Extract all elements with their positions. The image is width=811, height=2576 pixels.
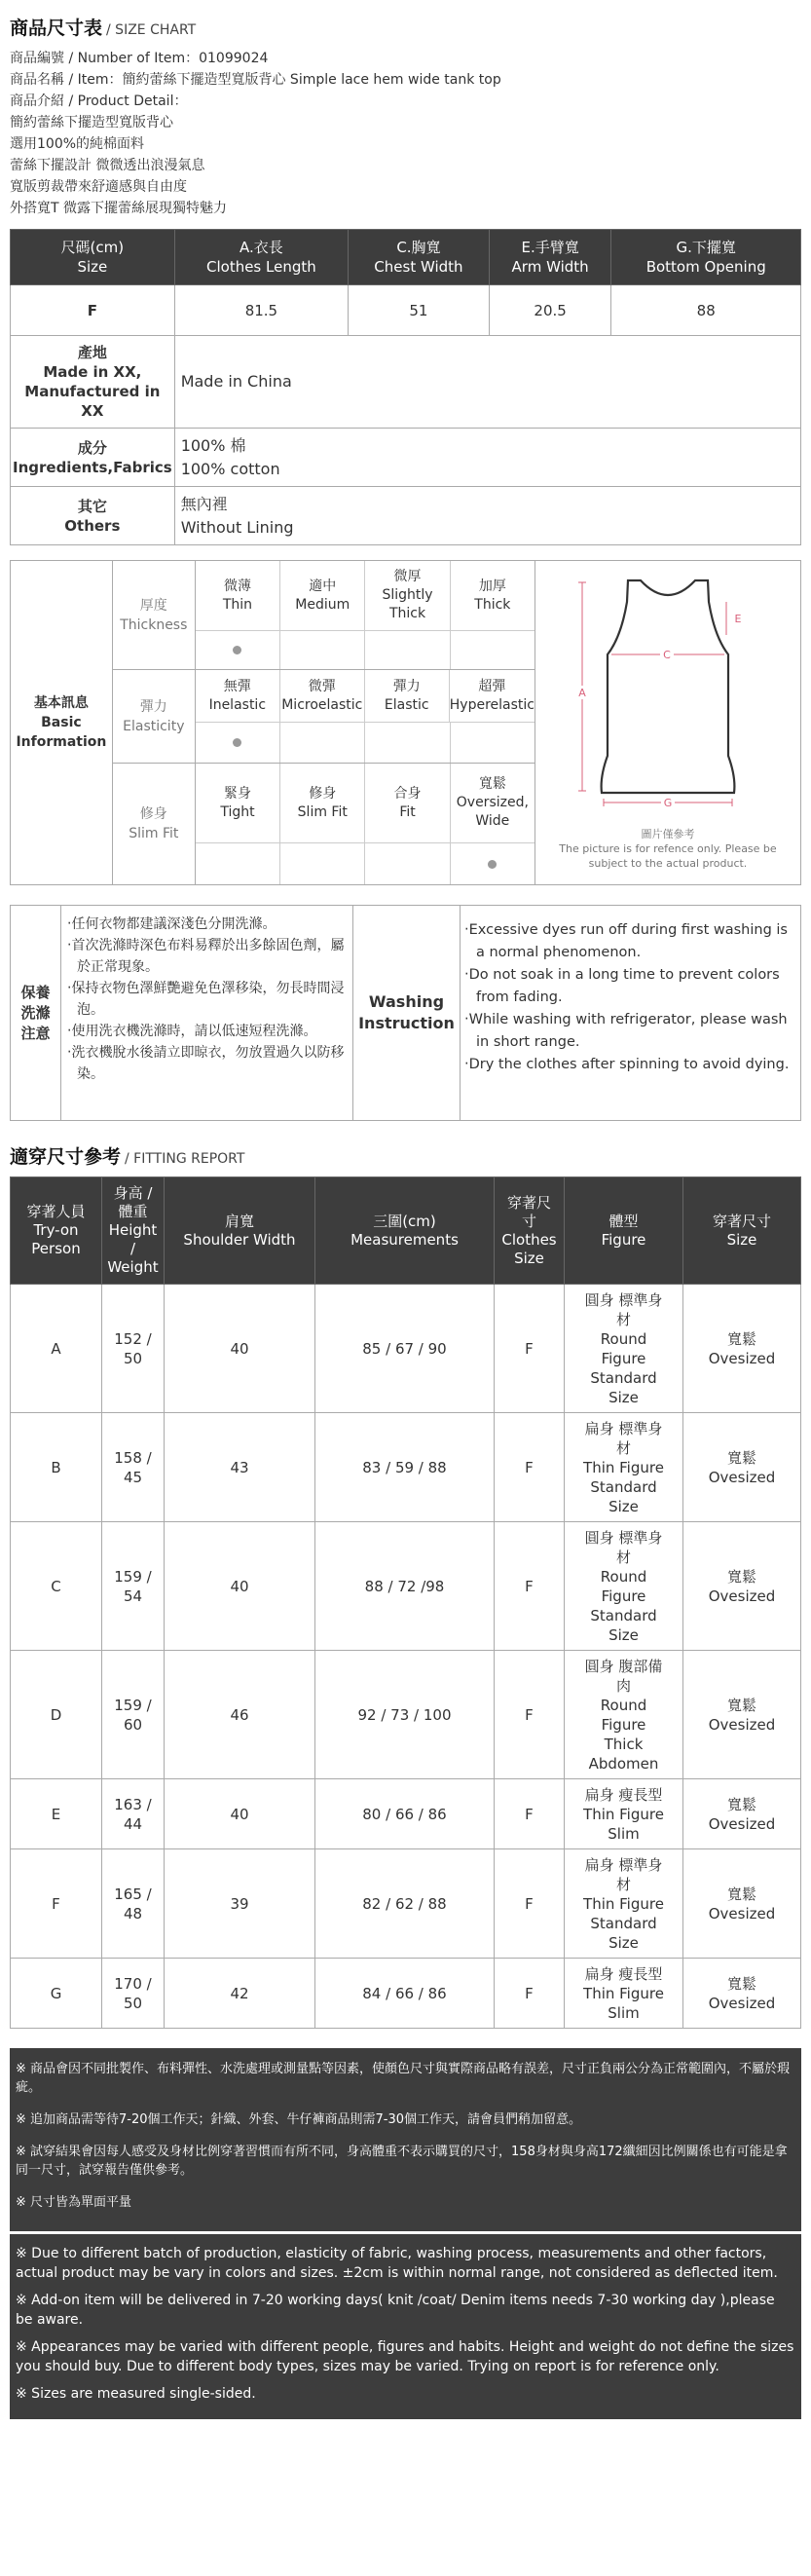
thickness-marker-cell: [280, 631, 365, 669]
person-cell: B: [11, 1413, 102, 1522]
table-row: [11, 1413, 801, 1522]
origin-value: Made in China: [174, 336, 800, 429]
length-header: A.衣長 Clothes Length: [174, 230, 348, 285]
elasticity-option-elastic: 彈力 Elastic: [365, 670, 450, 722]
arm-value: 20.5: [489, 285, 611, 336]
tank-top-diagram: [535, 561, 800, 814]
clothes-size-cell: F: [495, 1522, 565, 1651]
thickness-label: 厚度 Thickness: [113, 561, 196, 669]
info-line: 商品名稱 / Item：簡約蕾絲下擺造型寬版背心 Simple lace hem wide tank top: [10, 72, 501, 88]
person-cell: F: [11, 1849, 102, 1959]
thickness-row: [113, 561, 535, 670]
height-weight-cell: 158 / 45: [102, 1413, 165, 1522]
shoulder-cell: 40: [165, 1285, 315, 1413]
height-weight-cell: 163 / 44: [102, 1779, 165, 1849]
wash-label-zh: 保養 洗滌 注意: [11, 906, 61, 1120]
elasticity-label: 彈力 Elasticity: [113, 670, 196, 763]
wash-item: ‧首次洗滌時深色布料易釋於出多餘固色劑，屬於正常現象。: [67, 938, 345, 975]
fitting-title: 適穿尺寸參考: [10, 1146, 122, 1168]
length-value: 81.5: [174, 285, 348, 336]
fit-marker-cell: [280, 843, 365, 884]
note-item: ※ Appearances may be varied with different people, figures and habits. Height and weight do not define the sizes you should buy. Due to different body types, sizes may be varied. Trying on report is for reference only.: [16, 2339, 794, 2374]
person-header: 穿著人員 Try-on Person: [11, 1177, 102, 1285]
measurements-header: 三圍(cm) Measurements: [315, 1177, 495, 1285]
elasticity-option-hyperelastic: 超彈 Hyperelastic: [449, 678, 535, 713]
elasticity-option-microelastic: 微彈 Microelastic: [280, 670, 365, 722]
notes-zh: [10, 2048, 801, 2231]
clothes-size-cell: F: [495, 1651, 565, 1779]
clothes-size-header: 穿著尺 寸 Clothes Size: [495, 1177, 565, 1285]
thickness-option-thick: 加厚 Thick: [474, 578, 511, 613]
thickness-option-slightly-thick: 微厚 Slightly Thick: [365, 561, 450, 630]
chest-header: C.胸寬 Chest Width: [349, 230, 490, 285]
fitting-table: [10, 1176, 801, 2029]
note-item: ※ Due to different batch of production, elasticity of fabric, washing process, measurements and other factors, actual product may be vary in colors and sizes. ±2cm is within normal range, not considered as deflected item.: [16, 2246, 778, 2281]
person-cell: D: [11, 1651, 102, 1779]
page-title: 商品尺寸表: [10, 18, 103, 39]
figure-cell: 圓身 標準身 材 Round Figure Standard Size: [565, 1285, 683, 1413]
figure-caption: 圖片僅參考 The picture is for refence only. Please be subject to the actual product.: [559, 828, 777, 870]
thickness-marker-cell: [365, 631, 450, 669]
fit-size-cell: 寬鬆 Ovesized: [683, 1285, 801, 1413]
shoulder-cell: 43: [165, 1413, 315, 1522]
fit-size-cell: 寬鬆 Ovesized: [683, 1779, 801, 1849]
fit-size-cell: 寬鬆 Ovesized: [683, 1959, 801, 2029]
table-row: [11, 1522, 801, 1651]
fit-marker-cell: [196, 843, 280, 884]
shoulder-cell: 42: [165, 1959, 315, 2029]
thickness-marker-cell: [451, 631, 535, 669]
table-row: [11, 1651, 801, 1779]
washing-instructions: [10, 905, 801, 1121]
others-value: 無內裡 Without Lining: [174, 487, 800, 545]
shoulder-cell: 40: [165, 1522, 315, 1651]
fit-size-cell: 寬鬆 Ovesized: [683, 1522, 801, 1651]
person-cell: A: [11, 1285, 102, 1413]
garment-figure: [535, 561, 800, 884]
others-label: 其它 Others: [11, 487, 175, 545]
ingredients-value: 100% 棉 100% cotton: [174, 429, 800, 487]
figure-cell: 圓身 腹部備 肉 Round Figure Thick Abdomen: [565, 1651, 683, 1779]
thickness-option-thin: 微薄 Thin: [196, 561, 280, 630]
fit-size-cell: 寬鬆 Ovesized: [683, 1413, 801, 1522]
info-line: 商品介紹 / Product Detail：: [10, 93, 188, 109]
elasticity-marker-cell: [196, 723, 280, 763]
slim-fit-row: [113, 764, 535, 884]
ingredients-label: 成分 Ingredients,Fabrics: [11, 429, 175, 487]
fit-size-cell: 寬鬆 Ovesized: [683, 1849, 801, 1959]
selected-dot: [233, 646, 241, 654]
info-line: 商品編號 / Number of Item：01099024: [10, 51, 269, 66]
measurements-cell: 84 / 66 / 86: [315, 1959, 495, 2029]
fit-marker-cell: [365, 843, 450, 884]
wash-list-en: [461, 906, 800, 1120]
wash-item: ‧While washing with refrigerator, please wash in short range.: [464, 1012, 788, 1050]
size-value: F: [11, 285, 175, 336]
notes-en: [10, 2234, 801, 2419]
info-line: 簡約蕾絲下擺造型寬版背心: [10, 115, 173, 131]
measurements-cell: 92 / 73 / 100: [315, 1651, 495, 1779]
height-weight-cell: 165 / 48: [102, 1849, 165, 1959]
bottom-letter: G: [663, 797, 673, 809]
note-item: ※ Sizes are measured single-sided.: [16, 2386, 256, 2402]
figure-header: 體型 Figure: [565, 1177, 683, 1285]
wash-item: ‧任何衣物都建議深淺色分開洗滌。: [67, 916, 276, 932]
clothes-size-cell: F: [495, 1779, 565, 1849]
arm-letter: E: [734, 613, 742, 625]
info-line: 外搭寬T 微露下擺蕾絲展現獨特魅力: [10, 201, 228, 216]
chest-letter: C: [663, 649, 671, 661]
elasticity-option-inelastic: 無彈 Inelastic: [196, 670, 280, 722]
wash-item: ‧Dry the clothes after spinning to avoid dying.: [464, 1057, 790, 1072]
table-row: [11, 1959, 801, 2029]
elasticity-marker-cell: [365, 723, 450, 763]
chest-value: 51: [349, 285, 490, 336]
table-row: [11, 1285, 801, 1413]
person-cell: C: [11, 1522, 102, 1651]
page-subtitle: / SIZE CHART: [106, 22, 197, 38]
fit-option-oversized: 寬鬆 Oversized, Wide: [456, 776, 529, 829]
note-item: ※ 尺寸皆為單面平量: [16, 2195, 132, 2210]
origin-label: 產地 Made in XX, Manufactured in XX: [11, 336, 175, 429]
arm-header: E.手臂寬 Arm Width: [489, 230, 611, 285]
size-chart-title: [10, 0, 801, 40]
note-item: ※ 試穿結果會因每人感受及身材比例穿著習慣而有所不同，身高體重不表示購買的尺寸，158身材與身高172纖細因比例關係也有可能是拿同一尺寸，試穿報告僅供參考。: [16, 2145, 788, 2178]
info-line: 寬版剪裁帶來舒適感與自由度: [10, 179, 187, 195]
selected-dot: [233, 738, 241, 747]
measurements-cell: 88 / 72 /98: [315, 1522, 495, 1651]
table-row: [11, 1779, 801, 1849]
person-cell: E: [11, 1779, 102, 1849]
figure-cell: 扁身 瘦長型 Thin Figure Slim: [565, 1959, 683, 2029]
height-weight-cell: 152 / 50: [102, 1285, 165, 1413]
note-item: ※ Add-on item will be delivered in 7-20 working days( knit /coat/ Denim items needs 7-30 working day ),please be aware.: [16, 2293, 775, 2328]
clothes-size-cell: F: [495, 1285, 565, 1413]
wash-item: ‧保持衣物色澤鮮艷避免色澤移染，勿長時間浸泡。: [67, 981, 345, 1018]
elasticity-marker-cell: [280, 723, 365, 763]
wash-item: ‧Excessive dyes run off during first washing is a normal phenomenon.: [464, 922, 788, 960]
tank-top-outline: [602, 580, 735, 793]
shoulder-cell: 39: [165, 1849, 315, 1959]
measurements-cell: 83 / 59 / 88: [315, 1413, 495, 1522]
clothes-size-cell: F: [495, 1849, 565, 1959]
wash-label-en: Washing Instruction: [353, 906, 461, 1120]
figure-cell: 圓身 標準身 材 Round Figure Standard Size: [565, 1522, 683, 1651]
fitting-subtitle: / FITTING REPORT: [125, 1151, 245, 1167]
elasticity-row: [113, 670, 535, 764]
info-line: 選用100%的純棉面料: [10, 136, 145, 152]
height-weight-cell: 159 / 60: [102, 1651, 165, 1779]
fit-option-slim: 修身 Slim Fit: [280, 764, 365, 842]
measurements-cell: 85 / 67 / 90: [315, 1285, 495, 1413]
fit-size-header: 穿著尺寸 Size: [683, 1177, 801, 1285]
bottom-value: 88: [611, 285, 801, 336]
figure-cell: 扁身 標準身 材 Thin Figure Standard Size: [565, 1413, 683, 1522]
fit-marker-cell: [451, 843, 535, 884]
note-item: ※ 追加商品需等待7-20個工作天；針織、外套、牛仔褲商品則需7-30個工作天，請會員們稍加留意。: [16, 2112, 582, 2127]
notes-panel: [10, 2048, 801, 2419]
product-info: [10, 48, 801, 219]
height-weight-header: 身高 / 體重 Height / Weight: [102, 1177, 165, 1285]
fit-size-cell: 寬鬆 Ovesized: [683, 1651, 801, 1779]
person-cell: G: [11, 1959, 102, 2029]
figure-cell: 扁身 標準身 材 Thin Figure Standard Size: [565, 1849, 683, 1959]
selected-dot: [488, 860, 497, 869]
shoulder-cell: 46: [165, 1651, 315, 1779]
bottom-header: G.下擺寬 Bottom Opening: [611, 230, 801, 285]
wash-item: ‧使用洗衣機洗滌時，請以低速短程洗滌。: [67, 1024, 317, 1039]
figure-cell: 扁身 瘦長型 Thin Figure Slim: [565, 1779, 683, 1849]
clothes-size-cell: F: [495, 1959, 565, 2029]
measurements-cell: 82 / 62 / 88: [315, 1849, 495, 1959]
fit-option-fit: 合身 Fit: [365, 764, 450, 842]
thickness-option-medium: 適中 Medium: [280, 561, 365, 630]
attribute-grid: [113, 561, 535, 884]
elasticity-marker-cell: [451, 723, 535, 763]
info-line: 蕾絲下擺設計 微微透出浪漫氣息: [10, 158, 205, 173]
basic-info-label: 基本訊息 Basic Information: [11, 561, 113, 884]
clothes-size-cell: F: [495, 1413, 565, 1522]
table-row: [11, 1849, 801, 1959]
fit-option-tight: 緊身 Tight: [196, 764, 280, 842]
height-weight-cell: 170 / 50: [102, 1959, 165, 2029]
wash-list-zh: [61, 906, 353, 1120]
slim-fit-label: 修身 Slim Fit: [113, 764, 196, 884]
thickness-marker-cell: [196, 631, 280, 669]
wash-item: ‧Do not soak in a long time to prevent colors from fading.: [464, 967, 780, 1005]
measurements-cell: 80 / 66 / 86: [315, 1779, 495, 1849]
height-weight-cell: 159 / 54: [102, 1522, 165, 1651]
fitting-report-title: [10, 1142, 801, 1169]
note-item: ※ 商品會因不同批製作、布料彈性、水洗處理或測量點等因素，使顏色尺寸與實際商品略有誤差，尺寸正負兩公分為正常範圍內，不屬於瑕疵。: [16, 2062, 791, 2095]
basic-information: [10, 560, 801, 885]
shoulder-cell: 40: [165, 1779, 315, 1849]
wash-item: ‧洗衣機脫水後請立即晾衣，勿放置過久以防移染。: [67, 1045, 345, 1082]
shoulder-header: 肩寬 Shoulder Width: [165, 1177, 315, 1285]
length-letter: A: [578, 687, 586, 699]
size-table: [10, 229, 801, 545]
size-header: 尺碼(cm) Size: [11, 230, 175, 285]
